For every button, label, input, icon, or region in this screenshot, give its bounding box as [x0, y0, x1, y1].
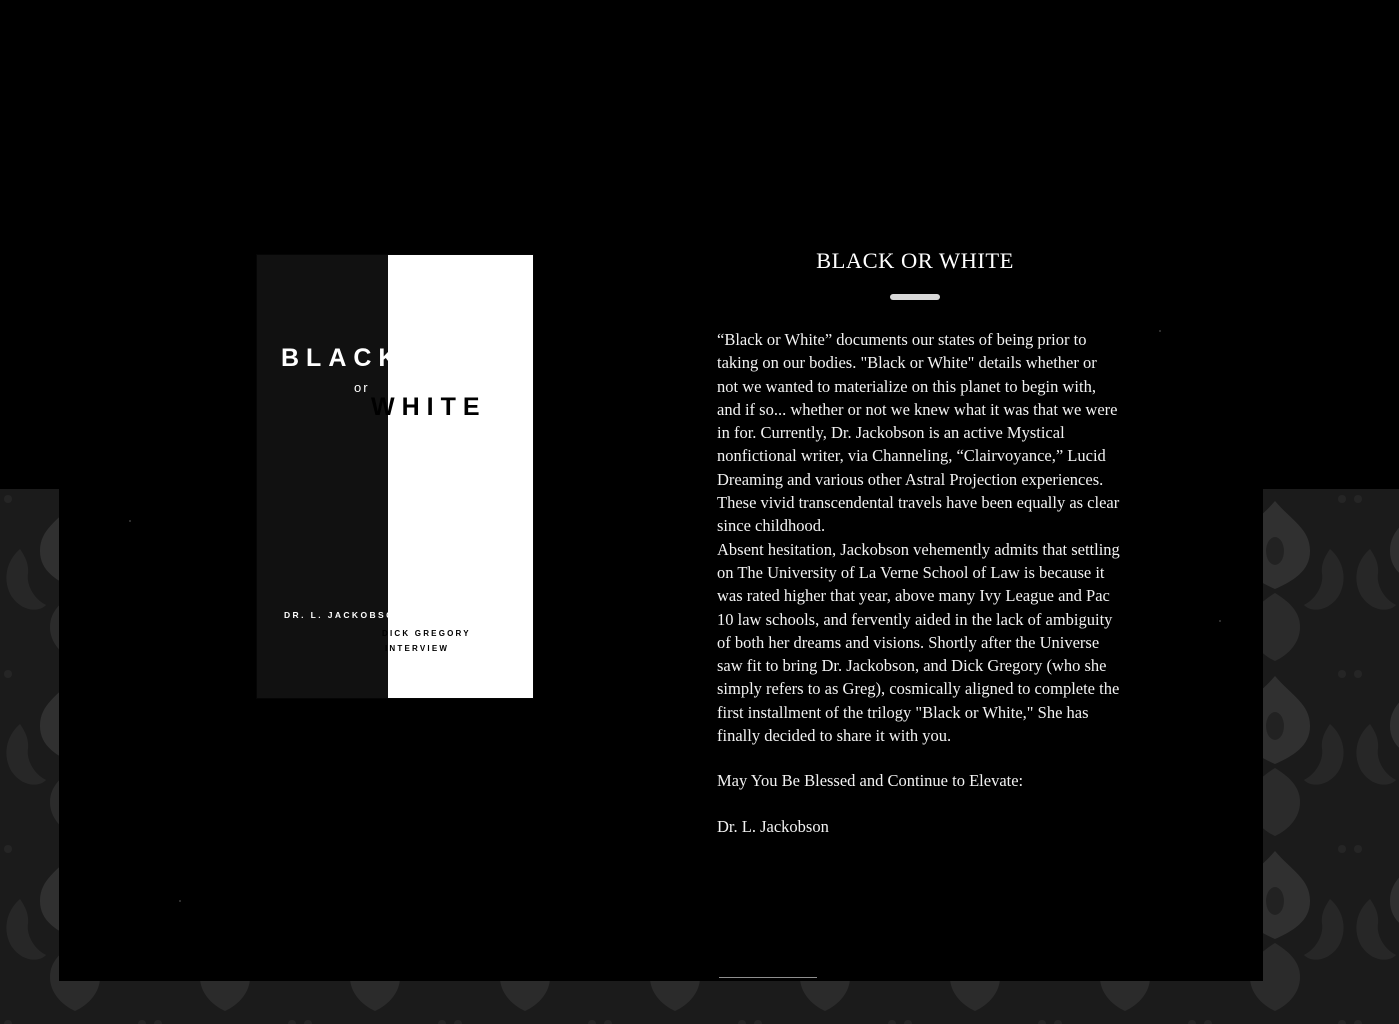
dust-speck	[129, 520, 131, 522]
cover-subtitle-line1: DICK GREGORY	[382, 629, 471, 638]
paragraph-1: “Black or White” documents our states of being prior to taking on our bodies. "Black or White" details whether or not we wanted to materialize on this planet to begin with, and if so... whether or not we knew what it was that we were in for. Currently, Dr. Jackobson is an active Mystical nonfictional writer, via Channeling, “Clairvoyance,” Lucid Dreaming and various other Astral Projection experiences. These vivid transcendental travels have been equally as clear since childhood.	[717, 330, 1120, 536]
description-body	[700, 328, 1130, 838]
cover-typography	[257, 255, 533, 698]
cover-subtitle-line2: INTERVIEW	[385, 644, 450, 653]
cover-title-black: BLACK	[281, 344, 404, 372]
cover-title-white: WHITE	[371, 393, 487, 421]
cover-author: DR. L. JACKOBSON	[284, 610, 404, 620]
signature-line: Dr. L. Jackobson	[717, 816, 829, 836]
description-column	[700, 248, 1130, 838]
dust-speck	[1219, 620, 1221, 622]
book-cover-image[interactable]	[257, 255, 533, 698]
bottom-rule-divider	[719, 977, 817, 978]
title-divider	[890, 294, 940, 300]
closing-line: May You Be Blessed and Continue to Elevate:	[717, 771, 1024, 791]
paragraph-2: Absent hesitation, Jackobson vehemently admits that settling on The University of La Verne School of Law is because it was rated higher that year, above many Ivy League and Pac 10 law schools, and fervently aided in the lack of ambiguity of both her dreams and visions. Shortly after the Universe saw fit to bring Dr. Jackobson, and Dick Gregory (who she simply refers to as Greg), cosmically aligned to complete the first installment of the trilogy "Black or White," She has finally decided to share it with you.	[717, 539, 1120, 746]
cover-title-or: or	[354, 380, 370, 395]
dust-speck	[1159, 330, 1161, 332]
dust-speck	[179, 900, 181, 902]
page-title: BLACK OR WHITE	[816, 248, 1014, 273]
